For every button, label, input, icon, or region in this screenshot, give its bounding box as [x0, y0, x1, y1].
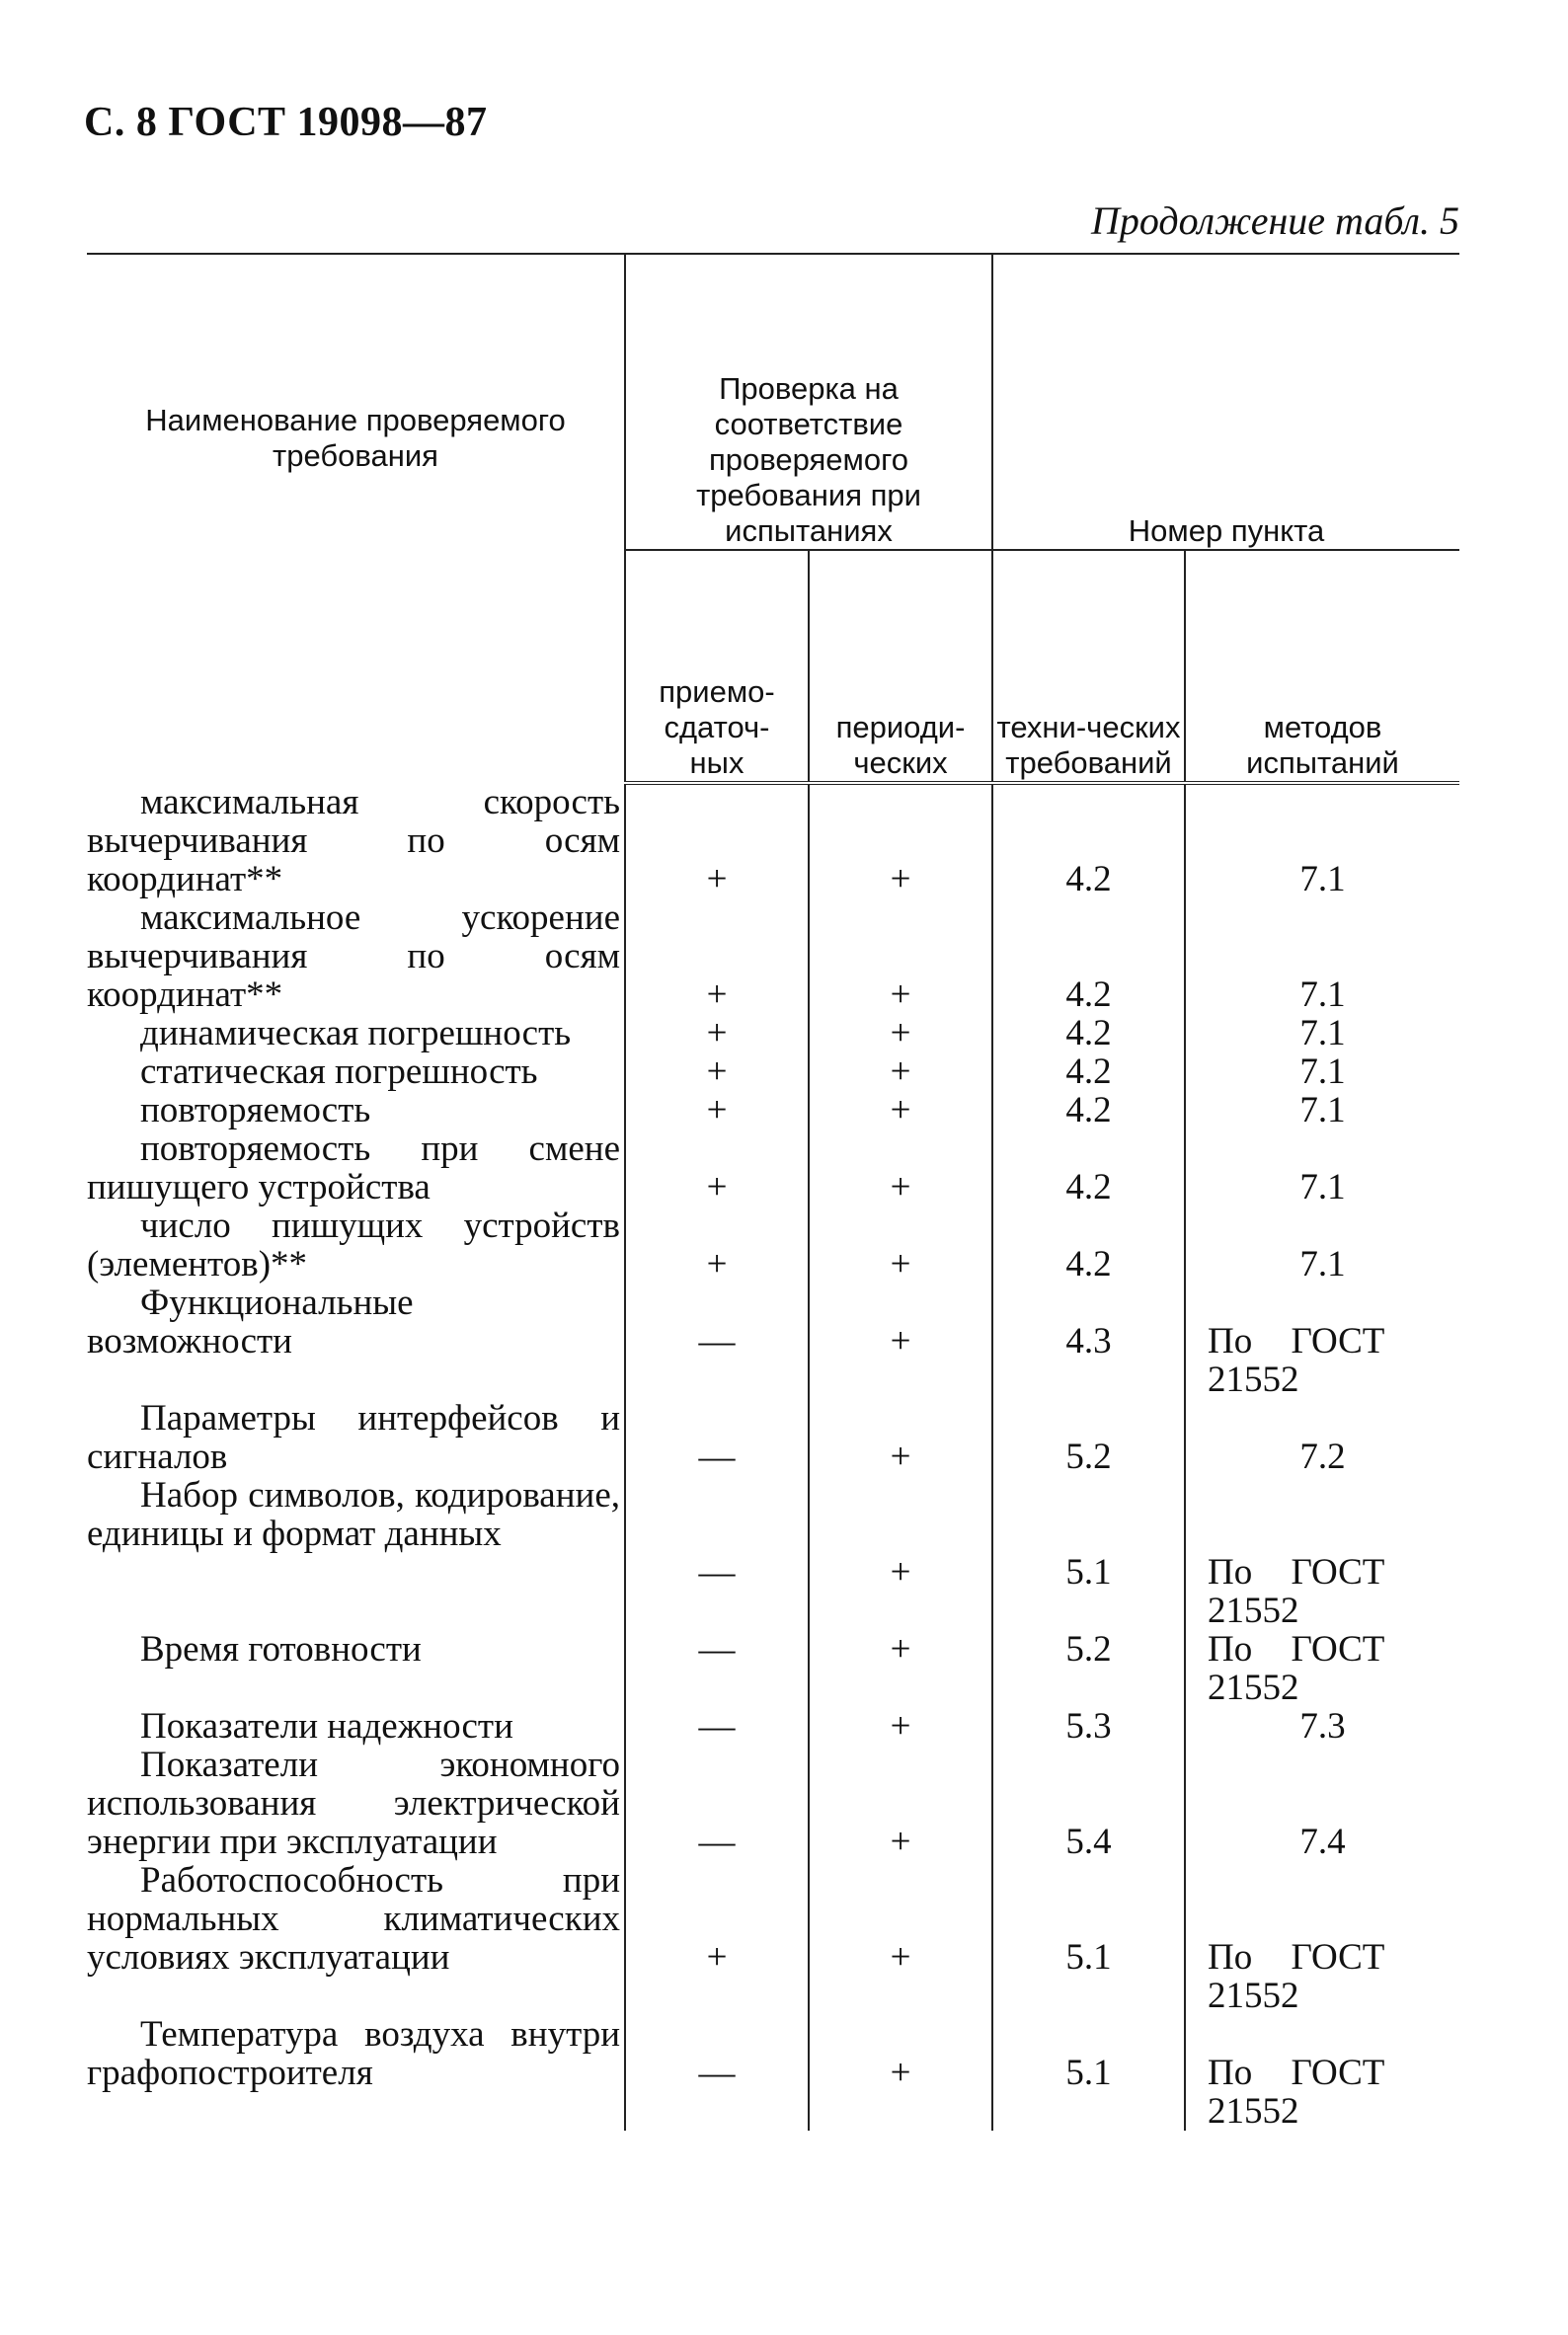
acceptance-mark [625, 1052, 809, 1091]
test-method-clause-text: 7.1 [1299, 859, 1346, 899]
tech-requirement-clause-text: 4.2 [1065, 1013, 1112, 1053]
acceptance-mark [625, 1206, 809, 1284]
periodic-mark [809, 1129, 992, 1206]
test-method-clause [1185, 1091, 1459, 1129]
acceptance-mark [625, 1091, 809, 1129]
acceptance-mark [625, 1746, 809, 1861]
test-method-clause [1185, 1052, 1459, 1091]
test-method-clause-text: По ГОСТ 21552 [1208, 1321, 1385, 1400]
test-method-clause [1185, 1707, 1459, 1746]
acceptance-mark-text: + [706, 1244, 728, 1284]
tech-requirement-clause [992, 783, 1185, 898]
column-header-periodic: периоди-ческих [809, 550, 992, 783]
requirement-name [87, 1707, 625, 1746]
test-method-clause [1185, 1129, 1459, 1206]
periodic-mark-text: + [890, 1437, 911, 1477]
requirement-name [87, 1206, 625, 1284]
requirement-name-text: Набор символов, кодирование, единицы и формат данных [87, 1475, 620, 1554]
requirement-name-text: Время готовности [140, 1629, 422, 1670]
tech-requirement-clause [992, 1630, 1185, 1707]
test-method-clause [1185, 1014, 1459, 1052]
tech-requirement-clause-text: 5.2 [1065, 1437, 1112, 1477]
tech-requirement-clause [992, 1014, 1185, 1052]
test-method-clause-text: 7.1 [1299, 1167, 1346, 1207]
test-method-clause-text: По ГОСТ 21552 [1208, 2053, 1385, 2132]
acceptance-mark [625, 1861, 809, 2015]
acceptance-mark [625, 1129, 809, 1206]
requirement-name [87, 1284, 625, 1399]
periodic-mark-text: + [890, 1822, 911, 1862]
table-row [87, 1861, 1459, 2015]
periodic-mark [809, 1284, 992, 1399]
acceptance-mark [625, 898, 809, 1014]
requirement-name-text: Функциональные возможности [87, 1283, 414, 1362]
acceptance-mark-text: + [706, 1051, 728, 1092]
periodic-mark-text: + [890, 1167, 911, 1207]
table-row [87, 1746, 1459, 1861]
test-method-clause [1185, 1399, 1459, 1476]
acceptance-mark-text: + [706, 974, 728, 1015]
periodic-mark [809, 1707, 992, 1746]
requirement-name [87, 1630, 625, 1707]
periodic-mark-text: + [890, 974, 911, 1015]
column-group-number: Номер пункта [992, 254, 1459, 550]
acceptance-mark-text: + [706, 1937, 728, 1978]
periodic-mark-text: + [890, 1321, 911, 1362]
tech-requirement-clause-text: 5.4 [1065, 1822, 1112, 1862]
periodic-mark-text: + [890, 1244, 911, 1284]
test-method-clause [1185, 898, 1459, 1014]
requirement-name [87, 783, 625, 898]
tech-requirement-clause [992, 1206, 1185, 1284]
acceptance-mark-text: — [698, 1822, 736, 1862]
requirement-name [87, 898, 625, 1014]
tech-requirement-clause [992, 1284, 1185, 1399]
periodic-mark [809, 1630, 992, 1707]
test-method-clause [1185, 1206, 1459, 1284]
table-row [87, 1206, 1459, 1284]
acceptance-mark-text: + [706, 1167, 728, 1207]
tech-requirement-clause [992, 1052, 1185, 1091]
test-method-clause [1185, 1630, 1459, 1707]
tech-requirement-clause-text: 5.1 [1065, 2053, 1112, 2093]
acceptance-mark [625, 1014, 809, 1052]
acceptance-mark-text: + [706, 1090, 728, 1130]
periodic-mark [809, 1861, 992, 2015]
test-method-clause-text: По ГОСТ 21552 [1208, 1552, 1385, 1631]
test-method-clause [1185, 1861, 1459, 2015]
periodic-mark [809, 1206, 992, 1284]
acceptance-mark-text: — [698, 1321, 736, 1362]
acceptance-mark [625, 1399, 809, 1476]
test-method-clause [1185, 1746, 1459, 1861]
requirement-name-text: максимальная скорость вычерчивания по осям координат** [87, 782, 620, 899]
column-group-check: Проверка на соответствие проверяемого требования при испытаниях [625, 254, 992, 550]
periodic-mark-text: + [890, 1552, 911, 1593]
tech-requirement-clause [992, 2015, 1185, 2131]
acceptance-mark [625, 1476, 809, 1630]
acceptance-mark [625, 1284, 809, 1399]
requirement-name [87, 1091, 625, 1129]
requirement-name-text: повторяемость при смене пишущего устройства [87, 1129, 620, 1207]
requirement-name [87, 1129, 625, 1206]
test-method-clause-text: 7.3 [1299, 1706, 1346, 1747]
periodic-mark [809, 2015, 992, 2131]
acceptance-mark [625, 2015, 809, 2131]
tech-requirement-clause [992, 1861, 1185, 2015]
tech-requirement-clause [992, 1091, 1185, 1129]
table-row [87, 898, 1459, 1014]
acceptance-mark [625, 1630, 809, 1707]
requirement-name-text: Работоспособность при нормальных климатических условиях эксплуатации [87, 1860, 620, 1978]
requirement-name [87, 1399, 625, 1476]
acceptance-mark [625, 1707, 809, 1746]
table-row [87, 1129, 1459, 1206]
acceptance-mark-text: — [698, 2053, 736, 2093]
requirement-name [87, 1746, 625, 1861]
table-row [87, 2015, 1459, 2131]
periodic-mark-text: + [890, 1090, 911, 1130]
acceptance-mark-text: — [698, 1629, 736, 1670]
tech-requirement-clause-text: 4.2 [1065, 859, 1112, 899]
requirement-name-text: Параметры интерфейсов и сигналов [87, 1398, 620, 1477]
requirement-name-text: статическая погрешность [140, 1051, 538, 1092]
tech-requirement-clause-text: 5.2 [1065, 1629, 1112, 1670]
table-row [87, 1707, 1459, 1746]
periodic-mark-text: + [890, 1013, 911, 1053]
requirement-name-text: максимальное ускорение вычерчивания по осям координат** [87, 897, 620, 1015]
test-method-clause-text: 7.1 [1299, 974, 1346, 1015]
periodic-mark [809, 1014, 992, 1052]
requirement-name [87, 2015, 625, 2131]
periodic-mark-text: + [890, 859, 911, 899]
test-method-clause-text: 7.2 [1299, 1437, 1346, 1477]
test-method-clause-text: По ГОСТ 21552 [1208, 1937, 1385, 2016]
periodic-mark [809, 1476, 992, 1630]
column-header-methods: методов испытаний [1185, 550, 1459, 783]
table-row [87, 1284, 1459, 1399]
table-row [87, 1399, 1459, 1476]
tech-requirement-clause-text: 5.3 [1065, 1706, 1112, 1747]
test-method-clause-text: По ГОСТ 21552 [1208, 1629, 1385, 1708]
page-header: С. 8 ГОСТ 19098—87 [84, 100, 488, 145]
table-row [87, 1091, 1459, 1129]
tech-requirement-clause-text: 4.2 [1065, 974, 1112, 1015]
requirement-name-text: число пишущих устройств (элементов)** [87, 1206, 620, 1284]
periodic-mark-text: + [890, 1937, 911, 1978]
periodic-mark [809, 1052, 992, 1091]
table-row [87, 1052, 1459, 1091]
table-continuation-label: Продолжение табл. 5 [1090, 198, 1459, 243]
tech-requirement-clause-text: 5.1 [1065, 1552, 1112, 1593]
tech-requirement-clause-text: 5.1 [1065, 1937, 1112, 1978]
test-method-clause [1185, 783, 1459, 898]
test-method-clause-text: 7.1 [1299, 1051, 1346, 1092]
periodic-mark [809, 1091, 992, 1129]
tech-requirement-clause [992, 1707, 1185, 1746]
tech-requirement-clause-text: 4.2 [1065, 1090, 1112, 1130]
tech-requirement-clause [992, 1746, 1185, 1861]
tech-requirement-clause-text: 4.2 [1065, 1167, 1112, 1207]
requirement-name [87, 1476, 625, 1630]
test-method-clause [1185, 1284, 1459, 1399]
tech-requirement-clause-text: 4.2 [1065, 1051, 1112, 1092]
test-method-clause-text: 7.1 [1299, 1244, 1346, 1284]
acceptance-mark-text: — [698, 1552, 736, 1593]
requirements-table [87, 253, 1459, 2131]
acceptance-mark-text: — [698, 1706, 736, 1747]
table-row [87, 1630, 1459, 1707]
column-header-acceptance: приемо-сдаточ-ных [625, 550, 809, 783]
requirement-name [87, 1014, 625, 1052]
table-body [87, 783, 1459, 2131]
periodic-mark-text: + [890, 1706, 911, 1747]
tech-requirement-clause [992, 1399, 1185, 1476]
periodic-mark-text: + [890, 1629, 911, 1670]
tech-requirement-clause-text: 4.2 [1065, 1244, 1112, 1284]
tech-requirement-clause [992, 898, 1185, 1014]
periodic-mark [809, 1746, 992, 1861]
column-header-tech: техни-ческих требований [992, 550, 1185, 783]
periodic-mark [809, 898, 992, 1014]
requirement-name-text: Температура воздуха внутри графопостроителя [87, 2014, 620, 2093]
column-header-name: Наименование проверяемого требования [87, 254, 625, 783]
periodic-mark-text: + [890, 2053, 911, 2093]
tech-requirement-clause-text: 4.3 [1065, 1321, 1112, 1362]
acceptance-mark [625, 783, 809, 898]
requirement-name [87, 1861, 625, 2015]
acceptance-mark-text: + [706, 859, 728, 899]
test-method-clause [1185, 1476, 1459, 1630]
requirement-name-text: Показатели надежности [140, 1706, 513, 1747]
table-row [87, 1014, 1459, 1052]
test-method-clause-text: 7.4 [1299, 1822, 1346, 1862]
requirement-name [87, 1052, 625, 1091]
test-method-clause-text: 7.1 [1299, 1090, 1346, 1130]
acceptance-mark-text: — [698, 1437, 736, 1477]
test-method-clause [1185, 2015, 1459, 2131]
acceptance-mark-text: + [706, 1013, 728, 1053]
periodic-mark [809, 1399, 992, 1476]
requirement-name-text: динамическая погрешность [140, 1013, 572, 1053]
tech-requirement-clause [992, 1476, 1185, 1630]
requirement-name-text: повторяемость [140, 1090, 371, 1130]
test-method-clause-text: 7.1 [1299, 1013, 1346, 1053]
requirement-name-text: Показатели экономного использования электрической энергии при эксплуатации [87, 1745, 620, 1862]
periodic-mark [809, 783, 992, 898]
periodic-mark-text: + [890, 1051, 911, 1092]
tech-requirement-clause [992, 1129, 1185, 1206]
table-row [87, 1476, 1459, 1630]
table-row [87, 783, 1459, 898]
